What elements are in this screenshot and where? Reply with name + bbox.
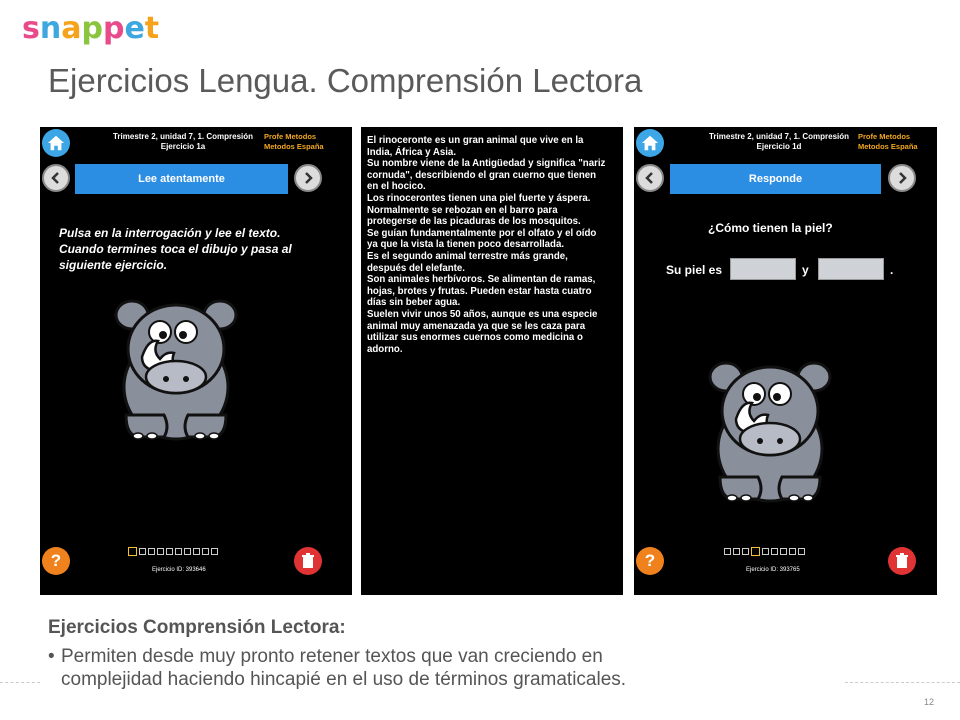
rhino-illustration[interactable] [702,359,838,509]
logo-letter: p [102,11,125,46]
progress-step [742,548,749,555]
author-info [858,132,918,152]
home-icon [641,134,659,152]
progress-step [798,548,805,555]
section-heading: Ejercicios Comprensión Lectora: [48,617,346,638]
trash-icon [895,553,909,569]
exercise-id: Ejercicio ID: 393765 [746,567,800,573]
chevron-left-icon [49,171,63,185]
passage-line: India, África y Asia. [367,146,457,158]
exercise-header [108,132,258,152]
reading-text-screen [361,127,623,595]
instruction-bar: Responde [670,164,881,194]
passage-line: Normalmente se rebozan en el barro para [367,204,558,216]
home-button[interactable] [42,129,70,157]
progress-step [166,548,173,555]
instruction-line-2: Cuando termines toca el dibujo y pasa al [59,242,292,256]
passage-line: ya que la vista la tienen poco desarrollada. [367,239,565,251]
home-icon [47,134,65,152]
snappet-logo [22,11,160,46]
author-line-2: Metodos España [264,142,324,151]
progress-step [762,548,769,555]
footer-divider-right [845,682,960,683]
page-number: 12 [924,697,935,707]
progress-step-current [128,547,137,556]
logo-letter: a [61,11,82,46]
passage-line: protegerse de las picaduras de los mosquitos. [367,216,581,228]
passage-line: después del elefante. [367,262,465,274]
exercise-id: Ejercicio ID: 393646 [152,567,206,573]
author-line-1: Profe Metodos [264,132,317,141]
author-info [264,132,324,152]
logo-letter: n [39,11,62,46]
slide-title: Ejercicios Lengua. Comprensión Lectora [48,62,643,99]
exercise-screen-1d [634,127,937,595]
progress-step [780,548,787,555]
passage-line: adorno. [367,343,403,355]
answer-end: . [890,263,894,277]
instruction-bar: Lee atentamente [75,164,288,194]
passage-line: El rinoceronte es un gran animal que vive en la [367,135,584,146]
trash-icon [301,553,315,569]
progress-indicator [724,547,805,556]
progress-step [184,548,191,555]
instruction-line-1: Pulsa en la interrogación y lee el texto. [59,226,281,240]
bullet-symbol: • [48,646,55,667]
passage-line: Su nombre viene de la Antigüedad y significa "nariz [367,158,606,170]
progress-step [175,548,182,555]
chevron-left-icon [643,171,657,185]
bullet-line-2: complejidad haciendo hincapié en el uso de términos gramaticales. [61,669,627,690]
progress-indicator [128,547,218,556]
passage-line: cornuda", describiendo el gran cuerno que tienen [367,169,597,181]
logo-letter: s [22,11,40,46]
answer-connector: y [802,263,809,277]
instruction-line-3: siguiente ejercicio. [59,258,168,272]
bullet-line-1: Permiten desde muy pronto retener textos que van creciendo en [61,646,603,667]
progress-step [157,548,164,555]
exercise-screen-1a [40,127,352,595]
delete-button[interactable] [294,547,322,575]
prev-button[interactable] [42,164,70,192]
answer-prefix: Su piel es [666,263,723,277]
chevron-right-icon [301,171,315,185]
passage-line: Se guían fundamentalmente por el olfato y el oído [367,227,597,239]
answer-blank-1[interactable] [730,258,796,280]
passage-line: en el hocico. [367,181,426,193]
progress-step [139,548,146,555]
rhino-illustration[interactable] [108,297,244,447]
reading-passage [367,135,619,355]
help-button[interactable]: ? [42,547,70,575]
header-line-1: Trimestre 2, unidad 7, 1. Compresión [112,132,254,141]
bullet-point [48,645,808,691]
logo-letter: p [81,11,103,46]
progress-step [211,548,218,555]
delete-button[interactable] [888,547,916,575]
help-button[interactable]: ? [636,547,664,575]
exercise-header [704,132,854,152]
passage-line: Es el segundo animal terrestre más grande, [367,250,568,262]
passage-line: Los rinocerontes tienen una piel fuerte y áspera. [367,192,591,204]
author-line-2: Metodos España [858,142,918,151]
answer-blank-2[interactable] [818,258,884,280]
progress-step [733,548,740,555]
logo-letter: t [144,11,160,46]
passage-line: Suelen vivir unos 50 años, aunque es una especie [367,308,598,320]
passage-line: días sin beber agua. [367,297,461,309]
progress-step-current [751,547,760,556]
progress-step [202,548,209,555]
home-button[interactable] [636,129,664,157]
next-button[interactable] [888,164,916,192]
progress-step [789,548,796,555]
header-line-2: Ejercicio 1a [160,142,206,151]
passage-line: Son animales herbívoros. Se alimentan de ramas, [367,274,596,286]
instruction-text [59,225,344,273]
header-line-1: Trimestre 2, unidad 7, 1. Compresión [708,132,850,141]
passage-line: hojas, brotes y frutas. Pueden estar hasta cuatro [367,285,592,297]
progress-step [148,548,155,555]
progress-step [771,548,778,555]
footer-divider-left [0,682,40,683]
logo-letter: e [124,11,145,46]
question-text: ¿Cómo tienen la piel? [708,221,833,235]
prev-button[interactable] [636,164,664,192]
header-line-2: Ejercicio 1d [756,142,802,151]
passage-line: animal muy amenazada ya que se les caza para [367,320,586,332]
progress-step [193,548,200,555]
next-button[interactable] [294,164,322,192]
author-line-1: Profe Metodos [858,132,911,141]
passage-line: utilizar sus enormes cuernos como medicina o [367,332,583,344]
progress-step [724,548,731,555]
chevron-right-icon [895,171,909,185]
